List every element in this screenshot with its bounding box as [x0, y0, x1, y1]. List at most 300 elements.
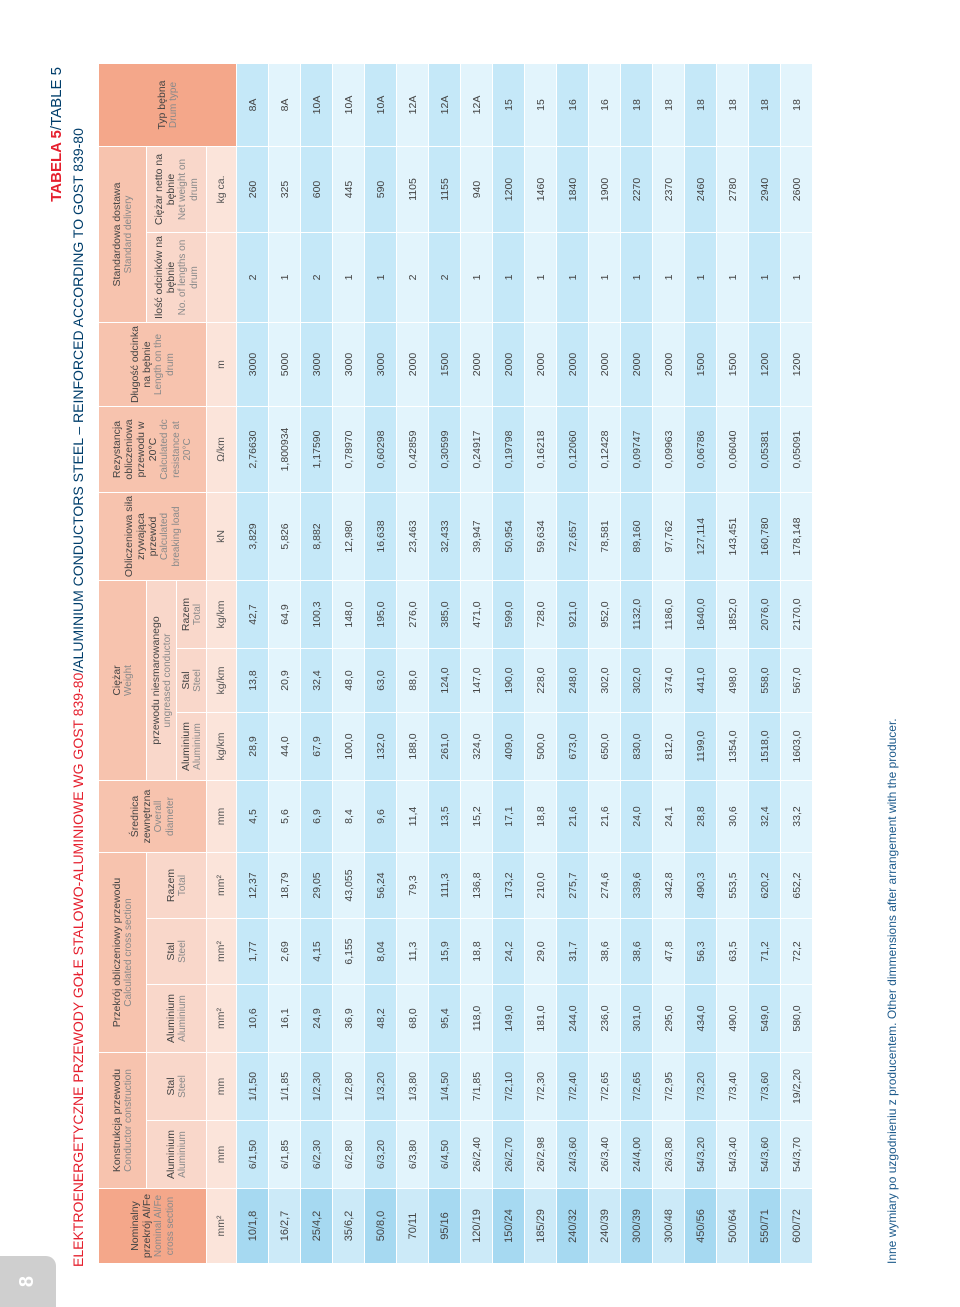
- table-label-en: TABLE 5: [48, 67, 65, 126]
- table-cell: 1900: [589, 147, 621, 233]
- table-cell: 434,0: [685, 985, 717, 1053]
- table-cell: 72,2: [781, 919, 813, 985]
- unit-cell: mm: [207, 1053, 237, 1121]
- header-number-of-lengths: Ilość odcinków na bębnie No. of lengths on drum: [147, 233, 207, 323]
- nominal-section-cell: 10/1,8: [237, 1189, 269, 1264]
- table-cell: 210,0: [525, 853, 557, 919]
- table-label-separator: /: [48, 125, 65, 131]
- table-cell: 8,04: [365, 919, 397, 985]
- table-row: [781, 64, 813, 1264]
- table-cell: 1/2,80: [333, 1053, 365, 1121]
- table-cell: 921,0: [557, 581, 589, 649]
- nominal-section-cell: 50/8,0: [365, 1189, 397, 1264]
- table-cell: 2,69: [269, 919, 301, 985]
- table-cell: 6,9: [301, 781, 333, 853]
- table-cell: 236,0: [589, 985, 621, 1053]
- table-cell: 127,114: [685, 493, 717, 581]
- table-cell: 18: [653, 64, 685, 147]
- nominal-section-cell: 95/16: [429, 1189, 461, 1264]
- table-cell: 148,0: [333, 581, 365, 649]
- table-cell: 339,6: [621, 853, 653, 919]
- table-cell: 1/4,50: [429, 1053, 461, 1121]
- table-row: [237, 64, 269, 1264]
- table-cell: 8A: [237, 64, 269, 147]
- table-cell: 1518,0: [749, 713, 781, 781]
- nominal-section-cell: 35/6,2: [333, 1189, 365, 1264]
- table-cell: 1: [781, 233, 813, 323]
- table-cell: 100,3: [301, 581, 333, 649]
- table-cell: 18: [717, 64, 749, 147]
- table-cell: 374,0: [653, 649, 685, 713]
- table-cell: 2000: [557, 323, 589, 407]
- table-cell: 1603,0: [781, 713, 813, 781]
- table-cell: 2000: [653, 323, 685, 407]
- table-cell: 8A: [269, 64, 301, 147]
- nominal-section-cell: 550/71: [749, 1189, 781, 1264]
- table-cell: 118,0: [461, 985, 493, 1053]
- table-cell: 63,0: [365, 649, 397, 713]
- table-cell: 56,3: [685, 919, 717, 985]
- table-cell: 652,2: [781, 853, 813, 919]
- header-standard-delivery: Standardowa dostawa Standard delivery: [99, 147, 147, 323]
- table-cell: 409,0: [493, 713, 525, 781]
- table-cell: 301,0: [621, 985, 653, 1053]
- table-row: [749, 64, 781, 1264]
- table-cell: 1/3,80: [397, 1053, 429, 1121]
- table-cell: 181,0: [525, 985, 557, 1053]
- table-row: [525, 64, 557, 1264]
- table-cell: 160,780: [749, 493, 781, 581]
- table-cell: 1,800934: [269, 407, 301, 493]
- table-cell: 147,0: [461, 649, 493, 713]
- table-cell: 132,0: [365, 713, 397, 781]
- table-cell: 32,4: [749, 781, 781, 853]
- table-cell: 0,24917: [461, 407, 493, 493]
- table-cell: 39,947: [461, 493, 493, 581]
- table-cell: 7/2,40: [557, 1053, 589, 1121]
- table-cell: 21,6: [557, 781, 589, 853]
- unit-cell: kg ca.: [207, 147, 237, 233]
- table-cell: 2076,0: [749, 581, 781, 649]
- table-cell: 590: [365, 147, 397, 233]
- table-cell: 31,7: [557, 919, 589, 985]
- header-length-on-drum: Długość odcinka na bębnie Length on the drum: [99, 323, 207, 407]
- table-cell: 33,2: [781, 781, 813, 853]
- table-cell: 32,4: [301, 649, 333, 713]
- table-cell: 30,6: [717, 781, 749, 853]
- table-cell: 20,9: [269, 649, 301, 713]
- table-cell: 88,0: [397, 649, 429, 713]
- table-cell: 3000: [237, 323, 269, 407]
- table-cell: 26/2,98: [525, 1121, 557, 1189]
- table-cell: 0,60298: [365, 407, 397, 493]
- table-cell: 149,0: [493, 985, 525, 1053]
- table-cell: 54/3,70: [781, 1121, 813, 1189]
- table-wrapper: [98, 63, 813, 1264]
- header-construction-aluminium: Aluminium Aluminium: [147, 1121, 207, 1189]
- table-cell: 471,0: [461, 581, 493, 649]
- table-cell: 24,9: [301, 985, 333, 1053]
- nominal-section-cell: 16/2,7: [269, 1189, 301, 1264]
- table-cell: 1640,0: [685, 581, 717, 649]
- unit-cell: kN: [207, 493, 237, 581]
- unit-cell: mm²: [207, 1189, 237, 1264]
- table-cell: 490,0: [717, 985, 749, 1053]
- table-cell: 8,4: [333, 781, 365, 853]
- table-cell: 24/3,60: [557, 1121, 589, 1189]
- table-cell: 15: [525, 64, 557, 147]
- table-cell: 23,463: [397, 493, 429, 581]
- table-cell: 48,2: [365, 985, 397, 1053]
- table-cell: 0,05091: [781, 407, 813, 493]
- table-cell: 6/4,50: [429, 1121, 461, 1189]
- table-cell: 650,0: [589, 713, 621, 781]
- nominal-section-cell: 120/19: [461, 1189, 493, 1264]
- table-cell: 445: [333, 147, 365, 233]
- table-row: [685, 64, 717, 1264]
- table-cell: 26/3,40: [589, 1121, 621, 1189]
- table-cell: 228,0: [525, 649, 557, 713]
- table-row: [397, 64, 429, 1264]
- table-cell: 26/2,70: [493, 1121, 525, 1189]
- table-cell: 0,12060: [557, 407, 589, 493]
- table-cell: 567,0: [781, 649, 813, 713]
- table-cell: 50,954: [493, 493, 525, 581]
- table-cell: 441,0: [685, 649, 717, 713]
- table-cell: 2: [429, 233, 461, 323]
- table-cell: 38,6: [589, 919, 621, 985]
- title-polish: [48, 67, 65, 202]
- table-cell: 12A: [429, 64, 461, 147]
- table-cell: 38,6: [621, 919, 653, 985]
- rotated-page: [0, 62, 960, 1307]
- table-cell: 342,8: [653, 853, 685, 919]
- table-cell: 195,0: [365, 581, 397, 649]
- header-weight-steel: Stal Steel: [177, 649, 207, 713]
- table-cell: 10,6: [237, 985, 269, 1053]
- table-cell: 0,05381: [749, 407, 781, 493]
- table-cell: 0,09963: [653, 407, 685, 493]
- unit-cell: [207, 233, 237, 323]
- table-cell: 8,882: [301, 493, 333, 581]
- table-cell: 29,05: [301, 853, 333, 919]
- table-cell: 302,0: [589, 649, 621, 713]
- table-row: [333, 64, 365, 1264]
- table-cell: 0,12428: [589, 407, 621, 493]
- header-calculated-section: Przekrój obliczeniowy przewodu Calculated cross section: [99, 853, 147, 1053]
- table-cell: 54/3,40: [717, 1121, 749, 1189]
- table-cell: 1/3,20: [365, 1053, 397, 1121]
- table-cell: 1/1,85: [269, 1053, 301, 1121]
- unit-cell: kg/km: [207, 581, 237, 649]
- table-cell: 248,0: [557, 649, 589, 713]
- units-row: [207, 64, 237, 1264]
- unit-cell: mm: [207, 781, 237, 853]
- header-construction: Konstrukcja przewodu Conductor construction: [99, 1053, 147, 1189]
- table-cell: 6/3,20: [365, 1121, 397, 1189]
- header-drum-type: Typ bębna Drum type: [99, 64, 237, 147]
- table-cell: 558,0: [749, 649, 781, 713]
- table-cell: 44,0: [269, 713, 301, 781]
- table-cell: 673,0: [557, 713, 589, 781]
- table-cell: 18,79: [269, 853, 301, 919]
- table-cell: 48,0: [333, 649, 365, 713]
- table-cell: 2940: [749, 147, 781, 233]
- table-cell: 1/1,50: [237, 1053, 269, 1121]
- table-cell: 1132,0: [621, 581, 653, 649]
- table-cell: 89,160: [621, 493, 653, 581]
- table-cell: 64,9: [269, 581, 301, 649]
- table-cell: 580,0: [781, 985, 813, 1053]
- table-cell: 600: [301, 147, 333, 233]
- table-cell: 1840: [557, 147, 589, 233]
- table-cell: 1: [365, 233, 397, 323]
- table-cell: 24,0: [621, 781, 653, 853]
- table-cell: 6/1,50: [237, 1121, 269, 1189]
- table-cell: 2: [397, 233, 429, 323]
- table-cell: 7/2,30: [525, 1053, 557, 1121]
- header-resistance: Rezystancja obliczeniowa przewodu w 20°C Calculated dc resistance at 20°C: [99, 407, 207, 493]
- table-cell: 24/4,00: [621, 1121, 653, 1189]
- table-cell: 7/2,10: [493, 1053, 525, 1121]
- nominal-section-cell: 500/64: [717, 1189, 749, 1264]
- footnote: [885, 718, 899, 1264]
- table-row: [365, 64, 397, 1264]
- table-cell: 72,657: [557, 493, 589, 581]
- header-nominal: Nominalny przekrój Al/Fe Nominal Al/Fe cross section: [99, 1189, 207, 1264]
- table-cell: 28,9: [237, 713, 269, 781]
- table-cell: 7/3,20: [685, 1053, 717, 1121]
- table-cell: 6/1,85: [269, 1121, 301, 1189]
- table-cell: 43,055: [333, 853, 365, 919]
- table-cell: 11,4: [397, 781, 429, 853]
- table-cell: 2600: [781, 147, 813, 233]
- table-row: [269, 64, 301, 1264]
- table-cell: 1200: [781, 323, 813, 407]
- table-cell: 4,15: [301, 919, 333, 985]
- table-cell: 1: [557, 233, 589, 323]
- table-cell: 190,0: [493, 649, 525, 713]
- table-cell: 124,0: [429, 649, 461, 713]
- table-cell: 1354,0: [717, 713, 749, 781]
- table-cell: 18: [685, 64, 717, 147]
- table-cell: 0,06040: [717, 407, 749, 493]
- table-cell: 599,0: [493, 581, 525, 649]
- table-cell: 3000: [333, 323, 365, 407]
- table-cell: 16: [589, 64, 621, 147]
- table-cell: 111,3: [429, 853, 461, 919]
- table-cell: 0,16218: [525, 407, 557, 493]
- table-cell: 26/3,80: [653, 1121, 685, 1189]
- table-cell: 5,6: [269, 781, 301, 853]
- table-cell: 54/3,60: [749, 1121, 781, 1189]
- table-cell: 260: [237, 147, 269, 233]
- table-cell: 0,19798: [493, 407, 525, 493]
- table-row: [717, 64, 749, 1264]
- table-cell: 385,0: [429, 581, 461, 649]
- table-cell: 324,0: [461, 713, 493, 781]
- table-cell: 6/2,30: [301, 1121, 333, 1189]
- table-cell: 2460: [685, 147, 717, 233]
- table-cell: 6/3,80: [397, 1121, 429, 1189]
- table-cell: 812,0: [653, 713, 685, 781]
- table-cell: 1: [589, 233, 621, 323]
- table-cell: 3000: [301, 323, 333, 407]
- table-cell: 18,8: [525, 781, 557, 853]
- table-cell: 2170,0: [781, 581, 813, 649]
- table-row: [557, 64, 589, 1264]
- table-cell: 16,1: [269, 985, 301, 1053]
- table-cell: 0,30599: [429, 407, 461, 493]
- table-cell: 1,77: [237, 919, 269, 985]
- conductor-table: [98, 63, 813, 1264]
- table-body: [237, 64, 813, 1264]
- table-cell: 97,762: [653, 493, 685, 581]
- table-cell: 952,0: [589, 581, 621, 649]
- table-cell: 500,0: [525, 713, 557, 781]
- table-cell: 276,0: [397, 581, 429, 649]
- table-cell: 9,6: [365, 781, 397, 853]
- table-cell: 2,76630: [237, 407, 269, 493]
- table-cell: 42,7: [237, 581, 269, 649]
- title-pl-text: ELEKTROENERGETYCZNE PRZEWODY GOŁE STALOWO-ALUMINIOWE WG GOST 839-80: [70, 672, 86, 1267]
- table-cell: 15,9: [429, 919, 461, 985]
- nominal-section-cell: 185/29: [525, 1189, 557, 1264]
- nominal-section-cell: 300/39: [621, 1189, 653, 1264]
- table-cell: 18: [749, 64, 781, 147]
- footnote-en: Other dimmensions after arrangement with the producer.: [885, 718, 899, 1020]
- table-cell: 1: [621, 233, 653, 323]
- table-cell: 1200: [493, 147, 525, 233]
- table-cell: 2: [301, 233, 333, 323]
- header-weight-total: Razem Total: [177, 581, 207, 649]
- header-weight: Ciężar Weight: [99, 581, 147, 781]
- table-row: [621, 64, 653, 1264]
- header-section-aluminium: Aluminium Aluminium: [147, 985, 207, 1053]
- header-weight-aluminium: Aluminium Aluminium: [177, 713, 207, 781]
- table-cell: 1: [461, 233, 493, 323]
- table-cell: 12A: [397, 64, 429, 147]
- table-cell: 7/2,65: [621, 1053, 653, 1121]
- table-cell: 1500: [685, 323, 717, 407]
- table-cell: 549,0: [749, 985, 781, 1053]
- table-cell: 18: [781, 64, 813, 147]
- table-cell: 1852,0: [717, 581, 749, 649]
- table-cell: 553,5: [717, 853, 749, 919]
- header-construction-steel: Stal Steel: [147, 1053, 207, 1121]
- table-cell: 2000: [461, 323, 493, 407]
- table-cell: 5000: [269, 323, 301, 407]
- nominal-section-cell: 240/39: [589, 1189, 621, 1264]
- table-cell: 830,0: [621, 713, 653, 781]
- table-cell: 173,2: [493, 853, 525, 919]
- title-en-text: ALUMINIUM CONDUCTORS STEEL – REINFORCED ACCORDING TO GOST 839-80: [70, 128, 86, 669]
- table-cell: 7/2,95: [653, 1053, 685, 1121]
- footnote-pl: Inne wymiary po uzgodnieniu z producentem.: [885, 1022, 899, 1264]
- table-cell: 15,2: [461, 781, 493, 853]
- table-cell: 2000: [525, 323, 557, 407]
- table-cell: 10A: [333, 64, 365, 147]
- table-cell: 1: [653, 233, 685, 323]
- table-cell: 1186,0: [653, 581, 685, 649]
- table-cell: 68,0: [397, 985, 429, 1053]
- table-cell: 12,37: [237, 853, 269, 919]
- table-cell: 59,634: [525, 493, 557, 581]
- table-cell: 244,0: [557, 985, 589, 1053]
- table-cell: 0,06786: [685, 407, 717, 493]
- title-subtitle: ELEKTROENERGETYCZNE PRZEWODY GOŁE STALOWO-ALUMINIOWE WG GOST 839-80/ALUMINIUM CONDUCTORS STEEL – REINFORCED ACCORDING TO GOST 839-80: [70, 128, 86, 1267]
- table-cell: 295,0: [653, 985, 685, 1053]
- header-overall-diameter: Średnica zewnętrzna Overall diameter: [99, 781, 207, 853]
- table-cell: 728,0: [525, 581, 557, 649]
- header-section-steel: Stal Steel: [147, 919, 207, 985]
- table-cell: 2000: [397, 323, 429, 407]
- table-row: [589, 64, 621, 1264]
- table-cell: 261,0: [429, 713, 461, 781]
- table-cell: 3000: [365, 323, 397, 407]
- table-cell: 12,980: [333, 493, 365, 581]
- table-cell: 1460: [525, 147, 557, 233]
- table-row: [461, 64, 493, 1264]
- table-cell: 29,0: [525, 919, 557, 985]
- table-cell: 1: [749, 233, 781, 323]
- table-cell: 1/2,30: [301, 1053, 333, 1121]
- nominal-section-cell: 150/24: [493, 1189, 525, 1264]
- page-number: 8: [16, 1275, 39, 1288]
- unit-cell: mm: [207, 1121, 237, 1189]
- table-cell: 5,826: [269, 493, 301, 581]
- table-cell: 1: [493, 233, 525, 323]
- table-cell: 10A: [301, 64, 333, 147]
- table-cell: 4,5: [237, 781, 269, 853]
- table-cell: 17,1: [493, 781, 525, 853]
- unit-cell: mm²: [207, 853, 237, 919]
- table-cell: 95,4: [429, 985, 461, 1053]
- table-row: [653, 64, 685, 1264]
- table-cell: 10A: [365, 64, 397, 147]
- table-cell: 7/1,85: [461, 1053, 493, 1121]
- table-cell: 67,9: [301, 713, 333, 781]
- unit-cell: kg/km: [207, 649, 237, 713]
- table-cell: 100,0: [333, 713, 365, 781]
- table-cell: 2000: [493, 323, 525, 407]
- table-cell: 13,5: [429, 781, 461, 853]
- table-cell: 275,7: [557, 853, 589, 919]
- table-title-block: [48, 67, 96, 1267]
- table-cell: 63,5: [717, 919, 749, 985]
- table-cell: 6/2,80: [333, 1121, 365, 1189]
- table-cell: 6,155: [333, 919, 365, 985]
- table-cell: 3,829: [237, 493, 269, 581]
- table-cell: 143,451: [717, 493, 749, 581]
- table-cell: 0,78970: [333, 407, 365, 493]
- table-cell: 28,8: [685, 781, 717, 853]
- table-cell: 1: [333, 233, 365, 323]
- table-cell: 274,6: [589, 853, 621, 919]
- table-cell: 302,0: [621, 649, 653, 713]
- table-cell: 7/3,40: [717, 1053, 749, 1121]
- table-cell: 490,3: [685, 853, 717, 919]
- table-cell: 18,8: [461, 919, 493, 985]
- table-cell: 1: [269, 233, 301, 323]
- header-net-weight: Ciężar netto na bębnie Net weight on drum: [147, 147, 207, 233]
- table-cell: 16,638: [365, 493, 397, 581]
- table-cell: 1: [525, 233, 557, 323]
- table-cell: 32,433: [429, 493, 461, 581]
- table-cell: 0,42859: [397, 407, 429, 493]
- table-cell: 1: [717, 233, 749, 323]
- table-cell: 940: [461, 147, 493, 233]
